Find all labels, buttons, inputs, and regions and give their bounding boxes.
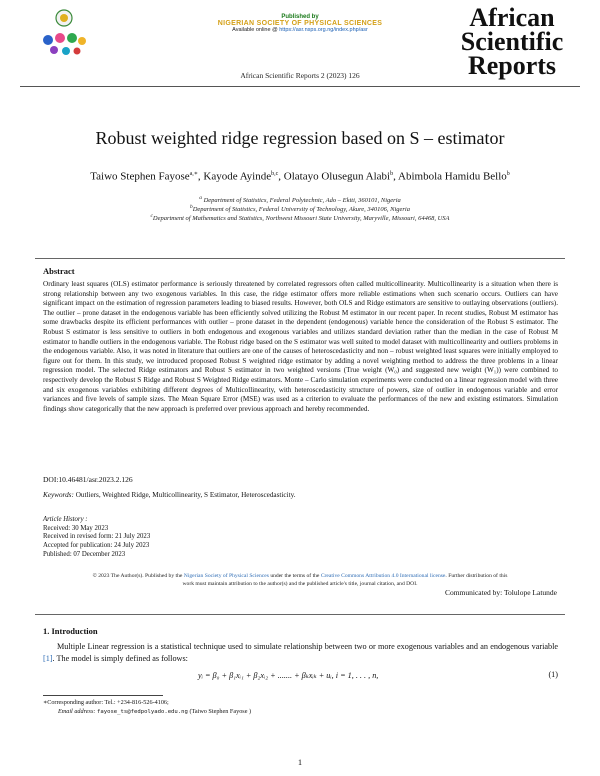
affiliation <box>0 204 600 213</box>
keywords-text: Outliers, Weighted Ridge, Multicollinearity, S Estimator, Heteroscedasticity. <box>75 491 296 499</box>
citation-link[interactable]: [1] <box>43 654 53 664</box>
email-address-link[interactable]: fayose_ts@fedpolyado.edu.ng <box>96 709 188 715</box>
history-label: Article History : <box>43 516 88 523</box>
author-sup: b,c <box>271 171 279 177</box>
affiliation-text: Department of Mathematics and Statistics, Northwest Missouri State University, Maryville, Missouri, 64468, USA <box>152 215 450 223</box>
society-name: NIGERIAN SOCIETY OF PHYSICAL SCIENCES <box>217 20 383 27</box>
intro-paragraph <box>43 641 558 665</box>
keywords <box>43 491 296 499</box>
affiliation-sup: c <box>150 213 153 219</box>
brand-line-1: African <box>469 3 555 32</box>
published-by-label: Published by <box>281 14 319 20</box>
brand-line-3: Reports <box>467 51 557 80</box>
paper-title: Robust weighted ridge regression based on S – estimator <box>95 128 505 148</box>
author-name: Kayode Ayinde <box>203 170 272 183</box>
intro-text-before: Multiple Linear regression is a statistical technique used to simulate relationship between two or more exogenous variables and an endogenous variable <box>57 642 558 651</box>
author-sup: a,∗ <box>189 171 198 177</box>
history-accepted: Accepted for publication: 24 July 2023 <box>43 542 150 550</box>
author-name: Olatayo Olusegun Alabi <box>283 170 391 183</box>
equation-body: yᵢ = β₀ + β₁xᵢ₁ + β₂xᵢ₂ + ....... + βₖxᵢₖ + uᵢ, i = 1, . . . , n, <box>198 671 379 680</box>
affiliation <box>0 213 600 222</box>
author-name: Taiwo Stephen Fayose <box>90 170 190 183</box>
history-revised: Received in revised form: 21 July 2023 <box>43 533 151 541</box>
footnote-divider <box>43 695 163 696</box>
society-logo <box>40 8 88 60</box>
abstract-top-divider <box>35 258 565 259</box>
affiliation-text: Department of Statistics, Federal Polytechnic, Ado – Ekiti, 360101, Nigeria <box>203 197 401 205</box>
equation-1 <box>43 670 558 682</box>
journal-url-link[interactable]: https://asr.nsps.org.ng/index.php/asr <box>279 27 368 33</box>
equation-number: (1) <box>548 670 558 679</box>
intro-text-after: . The model is simply defined as follows: <box>52 654 188 664</box>
footnote-email <box>58 708 251 715</box>
license-notice <box>30 572 570 588</box>
keywords-label: Keywords: <box>43 491 74 499</box>
license-suffix: . Further distribution of this <box>445 573 508 579</box>
abstract-text: Ordinary least squares (OLS) estimator performance is seriously threatened by correlated regressors often called multicollinearity. Multicollinearity is a situation when there is strong relationship between any two exogenous variables. In this case, the ridge estimator offers more reliable estimations when such scenario occurs. Outliers can have significant impact on the estimation of regression parameters leading to biased results. However, both OLS and Ridge estimators are sensitive to outlaying observations (outliers). The outlier – prone dataset in the endogenous variable has been efficiently solved utilizing the Robust M estimator in our recent paper. In recent studies, Robust M estimator has some drawbacks despite its efficient performances with outlier – prone dataset in the dependent (endogenous) variable hence the consideration of the Robust S estimator. The Robust S estimator is less sensitive to outliers in both endogenous and exogenous variables and utilizes standard deviation rather than the median in the case of Robust M estimator to handle outliers in the endogenous variable. The Robust ridge based on the S estimator was well suited to model dataset with multicollinearity and outliers problems in the endogenous variable. Also, it was noted in literature that outliers are one of the causes of heteroscedasticity and non – robust weighted least squares were initially employed to figure out for them. In this study, we introduced proposed Robust S weighted ridge estimator by adding a novel weighting method to address the three problems in a linear regression model. The selected Ridge estimators and Robust S estimator in two weighted versions (True weight (W₀) and suggested new weight (W₁)) were combined to respectively develop the Robust S Ridge and Robust S Weighted Ridge estimators. Monte – Carlo simulation experiments were conducted on a linear regression model with three and six exogenous variables exhibiting different degrees of Multicollinearity, with heteroscedasticity structure of powers, size of outlier in endogenous variable and error variances and five levels of sample sizes. The Mean Square Error (MSE) was used as a criterion to evaluate the performances of the new and existing estimators. Simulation findings show categorically that the new approach is preferred over previous approach and hereby recommended. <box>43 280 558 413</box>
email-label: Email address: <box>58 708 96 715</box>
doi: DOI:10.46481/asr.2023.2.126 <box>43 475 133 484</box>
email-owner: (Taiwo Stephen Fayose ) <box>189 708 252 715</box>
affiliation <box>0 195 600 204</box>
license-line-2: work must maintain attribution to the author(s) and the published article's title, journal citation, and DOI. <box>182 581 418 587</box>
affiliation-text: Department of Statistics, Federal University of Technology, Akure, 340106, Nigeria <box>192 206 410 214</box>
journal-brand <box>452 3 572 80</box>
license-middle: under the terms of the <box>270 573 320 579</box>
publisher-block <box>180 14 420 33</box>
author-sup: b <box>390 171 394 177</box>
affiliation-sup: a <box>199 195 202 201</box>
communicated-by: Communicated by: Tolulope Latunde <box>444 588 557 597</box>
brand-line-2: Scientific <box>460 27 564 56</box>
author-list: Taiwo Stephen Fayose$^{a,∗}$, Kayode Ayinde$^{b,c}$, Olatayo Olusegun Alabi$^b$, Abimbola Hamidu Bello$^b$ <box>90 170 510 183</box>
society-emblem-icon <box>40 8 88 60</box>
abstract-heading: Abstract <box>43 266 75 276</box>
available-online-prefix: Available online @ <box>232 27 278 33</box>
article-history <box>43 516 150 560</box>
header-divider <box>20 86 580 87</box>
page-number: 1 <box>297 757 303 767</box>
author-name: Abimbola Hamidu Bello <box>398 170 507 183</box>
license-prefix: © 2023 The Author(s). Published by the <box>92 573 183 579</box>
history-published: Published: 07 December 2023 <box>43 550 126 558</box>
footnote-corresponding: ∗Corresponding author: Tel.: +234-816-526-4106; <box>43 699 169 706</box>
intro-top-divider <box>35 614 565 615</box>
section-heading-introduction: 1. Introduction <box>43 626 98 636</box>
journal-issue: African Scientific Reports 2 (2023) 126 <box>240 71 360 80</box>
history-received: Received: 30 May 2023 <box>43 524 109 532</box>
affiliation-sup: b <box>189 204 193 210</box>
available-online <box>180 27 420 33</box>
society-link[interactable]: Nigerian Society of Physical Sciences <box>183 573 269 579</box>
cc-license-link[interactable]: Creative Commons Attribution 4.0 International license <box>320 573 446 579</box>
author-sup: b <box>506 171 510 177</box>
